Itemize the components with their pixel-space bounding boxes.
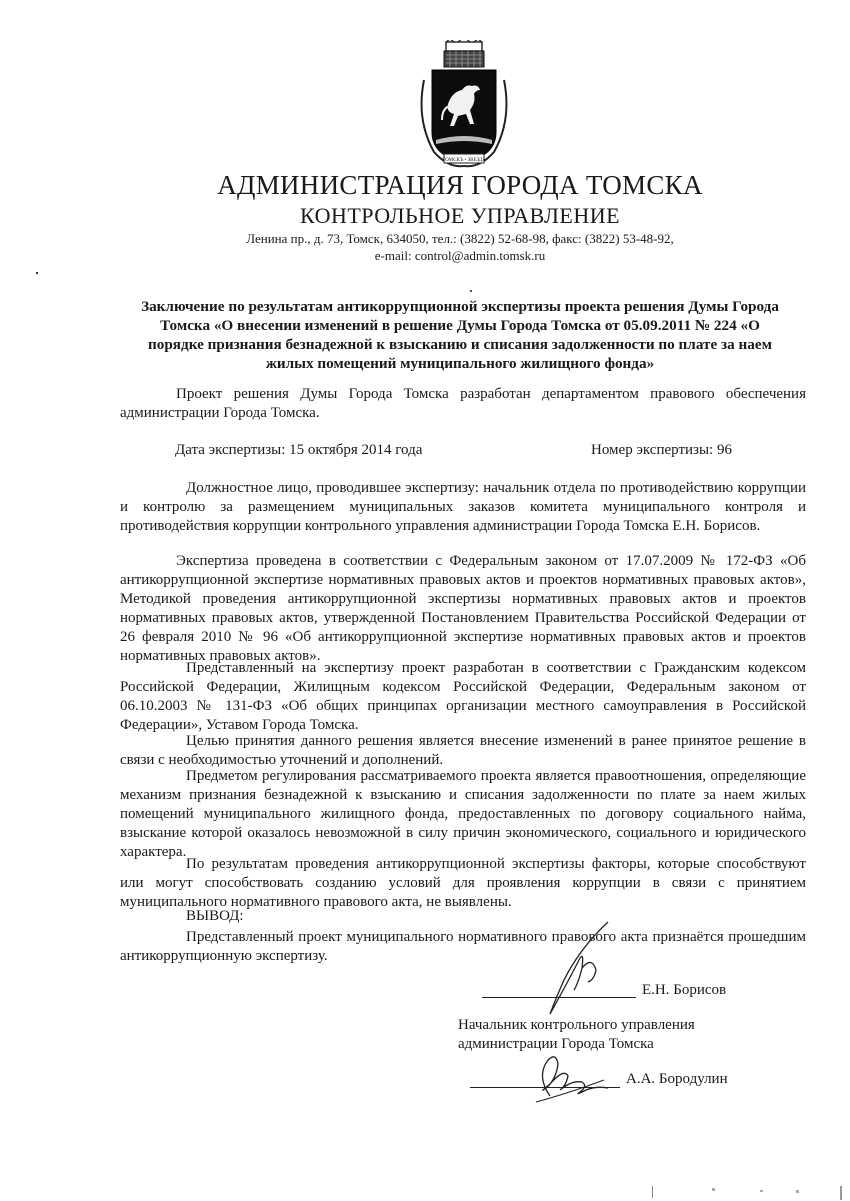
- head-position-line: Начальник контрольного управления: [458, 1017, 695, 1033]
- findings-paragraph: По результатам проведения антикоррупционной экспертизы факторы, которые способствуют или могут способствовать созданию условий для проявления коррупции в связи с принятием муниципального нормативного правового акта, не выявлены.: [120, 856, 806, 910]
- contact-address: Ленина пр., д. 73, Томск, 634050, тел.: (3822) 52-68-98, факс: (3822) 53-48-92,: [246, 231, 674, 246]
- expert-name: Е.Н. Борисов: [642, 982, 727, 998]
- document-title: [110, 297, 810, 373]
- head-position-line: администрации Города Томска: [458, 1036, 654, 1052]
- expertise-date: Дата экспертизы: 15 октября 2014 года: [175, 442, 423, 458]
- subject-paragraph: Предметом регулирования рассматриваемого проекта является правоотношения, определяющие механизм признания безнадежной к взысканию и списания задолженности по плате за наем жилых помещений муниципального жилищного фонда, предоставленных по договору социального найма, взыскание которой оказалось невозможной в силу причин экономического, социального и юридического характера.: [120, 768, 806, 860]
- margin-dot: [36, 272, 38, 274]
- tomsk-coat-of-arms-emblem: [412, 40, 516, 172]
- contact-email: e-mail: control@admin.tomsk.ru: [374, 248, 546, 263]
- purpose-paragraph: Целью принятия данного решения является внесение изменений в ранее принятое решение в связи с необходимостью уточнений и дополнений.: [120, 733, 806, 768]
- head-name: А.А. Бородулин: [626, 1071, 728, 1087]
- department-title: КОНТРОЛЬНОЕ УПРАВЛЕНИЕ: [299, 203, 621, 228]
- scan-artifact: [652, 1186, 653, 1198]
- head-handwritten-signature: [516, 1046, 616, 1106]
- scan-artifact: [712, 1188, 715, 1191]
- scan-artifact: [840, 1186, 842, 1200]
- expert-handwritten-signature: [520, 918, 630, 1018]
- margin-dot: [470, 290, 472, 292]
- official-paragraph: Должностное лицо, проводившее экспертизу: начальник отдела по противодействию коррупции и контролю за размещением муниципальных заказов комитета муниципального контроля и противодействия коррупции контрольного управления администрации Города Томска Е.Н. Борисов.: [120, 480, 806, 534]
- scan-artifact: [796, 1190, 799, 1193]
- title-line: Заключение по результатам антикоррупционной экспертизы проекта решения Думы Города: [141, 298, 779, 315]
- scan-artifact: [760, 1190, 763, 1192]
- developer-paragraph: Проект решения Думы Города Томска разработан департаментом правового обеспечения администрации Города Томска.: [120, 386, 806, 421]
- expertise-number: Номер экспертизы: 96: [591, 442, 732, 458]
- title-line: Томска «О внесении изменений в решение Думы Города Томска от 05.09.2011 № 224 «О: [160, 317, 760, 334]
- title-line: порядке признания безнадежной к взысканию и списания задолженности по плате за наем: [148, 336, 772, 353]
- legal-framework-paragraph: Представленный на экспертизу проект разработан в соответствии с Гражданским кодексом Российской Федерации, Жилищным кодексом Российской Федерации, Федеральным законом от 06.10.2003 № 131-ФЗ «Об общих принципах организации местного самоуправления в Российской Федерации», Уставом Города Томска.: [120, 660, 806, 733]
- conclusion-heading: ВЫВОД:: [186, 908, 244, 924]
- organization-title: АДМИНИСТРАЦИЯ ГОРОДА ТОМСКА: [217, 170, 703, 200]
- conclusion-paragraph: Представленный проект муниципального нормативного правового акта признаётся прошедшим антикоррупционную экспертизу.: [120, 929, 806, 964]
- legal-basis-paragraph: Экспертиза проведена в соответствии с Федеральным законом от 17.07.2009 № 172-ФЗ «Об антикоррупционной экспертизе нормативных правовых актов и проектов нормативных правовых актов», Методикой проведения антикоррупционной экспертизы нормативных правовых актов и проектов нормативных правовых актов, утвержденной Постановлением Правительства Российской Федерации от 26 февраля 2010 № 96 «Об антикоррупционной экспертизе нормативных правовых актов и проектов нормативных правовых актов».: [120, 553, 806, 664]
- title-line: жилых помещений муниципального жилищного фонда»: [265, 355, 655, 372]
- emblem-motto: ТОМСКЪ • ЗВЕЗДА: [442, 158, 486, 163]
